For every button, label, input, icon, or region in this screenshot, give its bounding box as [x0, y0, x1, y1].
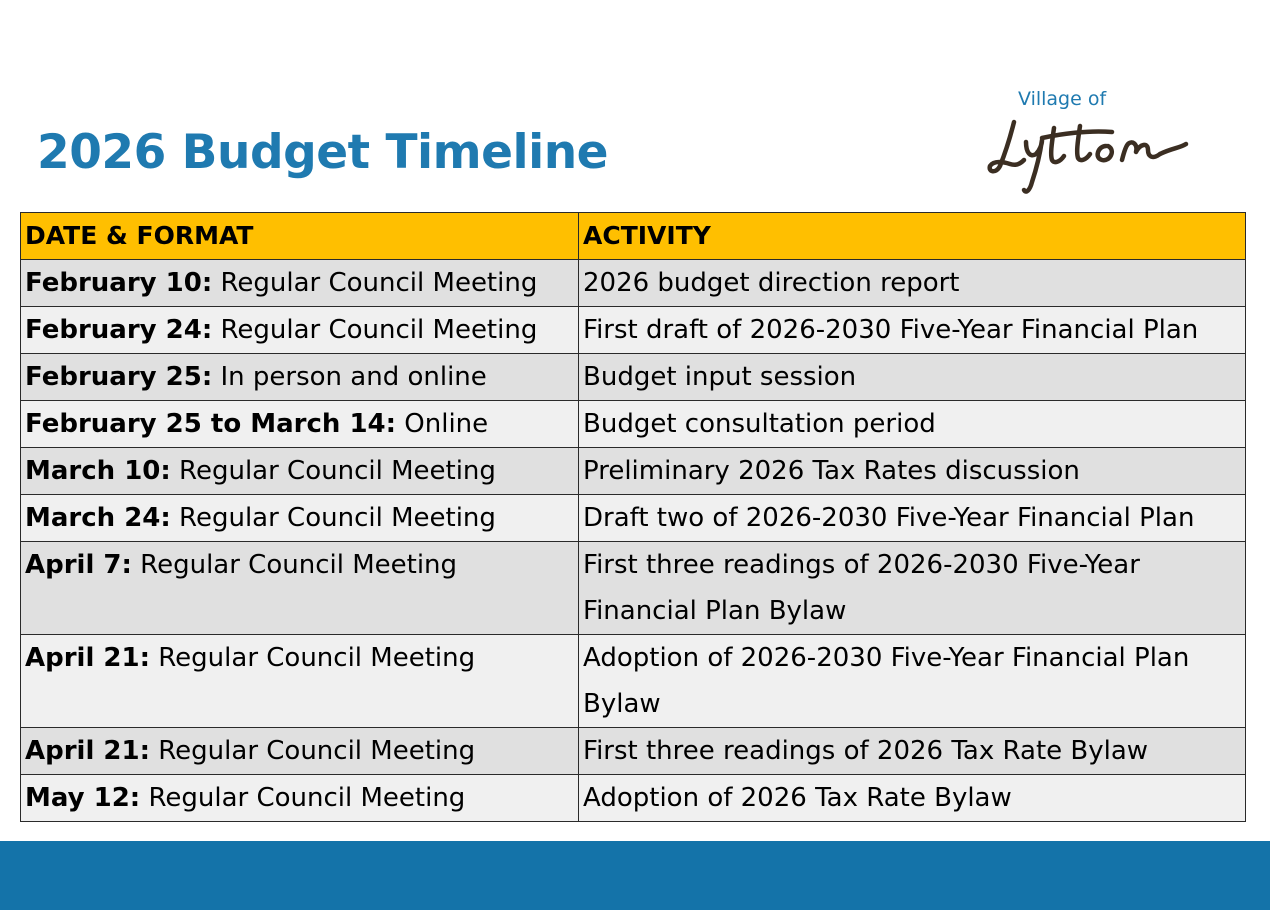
column-header-activity: ACTIVITY	[579, 213, 1246, 260]
format-text: Online	[396, 409, 489, 439]
date-format-cell	[21, 448, 579, 495]
lytton-script-logo-icon	[980, 104, 1200, 204]
date-text: March 10:	[25, 456, 171, 486]
format-text: Regular Council Meeting	[140, 783, 466, 813]
date-text: February 10:	[25, 268, 213, 298]
table-row	[21, 775, 1246, 822]
date-format-cell	[21, 354, 579, 401]
table-row	[21, 401, 1246, 448]
date-format-cell	[21, 635, 579, 728]
date-text: March 24:	[25, 503, 171, 533]
activity-cell: Budget input session	[579, 354, 1246, 401]
date-text: February 25 to March 14:	[25, 409, 397, 439]
table-row	[21, 354, 1246, 401]
activity-cell: Preliminary 2026 Tax Rates discussion	[579, 448, 1246, 495]
table-row	[21, 448, 1246, 495]
column-header-date-format: DATE & FORMAT	[21, 213, 579, 260]
logo-village-of-text: Village of	[1018, 88, 1107, 110]
format-text: Regular Council Meeting	[170, 503, 496, 533]
date-text: February 24:	[25, 315, 213, 345]
date-format-cell	[21, 542, 579, 635]
table-header-row	[21, 213, 1246, 260]
date-text: February 25:	[25, 362, 213, 392]
date-format-cell	[21, 260, 579, 307]
date-text: May 12:	[25, 783, 141, 813]
table-row	[21, 635, 1246, 728]
village-of-lytton-logo	[980, 86, 1200, 206]
footer-bar	[0, 841, 1270, 910]
activity-cell: Draft two of 2026-2030 Five-Year Financial Plan	[579, 495, 1246, 542]
table-row	[21, 728, 1246, 775]
activity-cell: Adoption of 2026-2030 Five-Year Financial Plan Bylaw	[579, 635, 1246, 728]
date-format-cell	[21, 401, 579, 448]
table-row	[21, 260, 1246, 307]
format-text: Regular Council Meeting	[212, 268, 538, 298]
format-text: Regular Council Meeting	[150, 643, 476, 673]
activity-cell: Budget consultation period	[579, 401, 1246, 448]
activity-cell: First draft of 2026-2030 Five-Year Financial Plan	[579, 307, 1246, 354]
activity-cell: Adoption of 2026 Tax Rate Bylaw	[579, 775, 1246, 822]
date-format-cell	[21, 495, 579, 542]
page-title: 2026 Budget Timeline	[37, 125, 609, 180]
format-text: Regular Council Meeting	[170, 456, 496, 486]
budget-timeline-table	[20, 212, 1246, 822]
activity-cell: 2026 budget direction report	[579, 260, 1246, 307]
date-format-cell	[21, 728, 579, 775]
activity-cell: First three readings of 2026-2030 Five-Year Financial Plan Bylaw	[579, 542, 1246, 635]
activity-cell: First three readings of 2026 Tax Rate Bylaw	[579, 728, 1246, 775]
format-text: Regular Council Meeting	[150, 736, 476, 766]
format-text: Regular Council Meeting	[212, 315, 538, 345]
date-format-cell	[21, 775, 579, 822]
date-text: April 21:	[25, 736, 151, 766]
date-text: April 7:	[25, 550, 132, 580]
date-format-cell	[21, 307, 579, 354]
table-row	[21, 542, 1246, 635]
table-row	[21, 495, 1246, 542]
format-text: Regular Council Meeting	[131, 550, 458, 580]
date-text: April 21:	[25, 643, 151, 673]
format-text: In person and online	[212, 362, 487, 392]
table-row	[21, 307, 1246, 354]
